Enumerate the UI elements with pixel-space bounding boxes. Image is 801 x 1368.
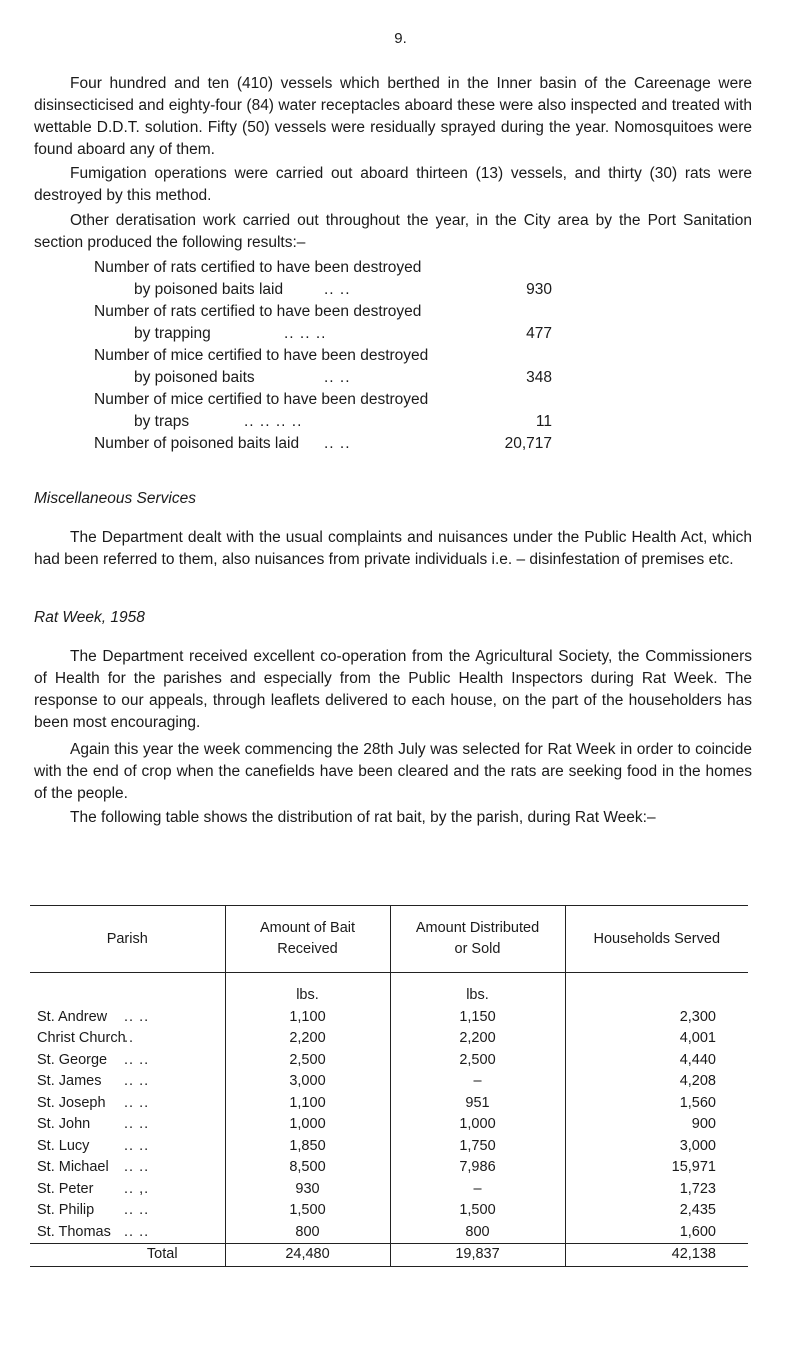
parish-cell <box>30 1200 225 1222</box>
distributed-cell: 1,750 <box>390 1136 565 1158</box>
distributed-cell: – <box>390 1179 565 1201</box>
result-line1: Number of mice certified to have been destroyed <box>94 391 429 408</box>
leader-dots: .. .. <box>124 1202 150 1218</box>
parish-name: St. Joseph <box>37 1094 106 1111</box>
parish-name: St. John <box>37 1116 91 1132</box>
result-item <box>94 433 594 455</box>
result-value: 20,717 <box>504 435 552 452</box>
leader-dots: .. .. <box>124 1094 150 1111</box>
parish-cell <box>30 1222 225 1244</box>
received-cell: 2,500 <box>225 1050 390 1072</box>
units-received: lbs. <box>225 973 390 1007</box>
parish-name: St. George <box>37 1051 108 1068</box>
households-cell: 4,440 <box>565 1050 748 1072</box>
leader-dots: .. .. .. .. <box>244 413 303 430</box>
distributed-cell: 951 <box>390 1093 565 1115</box>
page-number: 9. <box>394 30 407 47</box>
result-item <box>94 301 594 345</box>
leader-dots: .. .. <box>124 1137 150 1154</box>
leader-dots: .. .. <box>324 369 351 386</box>
received-cell: 1,100 <box>225 1093 390 1115</box>
parish-cell <box>30 1179 225 1201</box>
parish-cell <box>30 1050 225 1072</box>
heading-rat-week: Rat Week, 1958 <box>34 609 145 626</box>
received-cell: 2,200 <box>225 1028 390 1050</box>
total-row <box>30 1244 748 1267</box>
parish-cell <box>30 1157 225 1179</box>
leader-dots: .. <box>124 1030 135 1046</box>
result-line1: Number of rats certified to have been destroyed <box>94 303 422 320</box>
total-received: 24,480 <box>225 1244 390 1267</box>
received-cell: 3,000 <box>225 1071 390 1093</box>
households-cell: 2,300 <box>565 1007 748 1029</box>
result-line1: Number of poisoned baits laid <box>94 435 300 452</box>
result-value: 348 <box>526 369 552 386</box>
households-cell: 2,435 <box>565 1200 748 1222</box>
paragraph-deratisation: Other deratisation work carried out throughout the year, in the City area by the Port Sanitation section produced the following results:– <box>34 212 752 251</box>
table-row <box>30 1093 748 1115</box>
rat-bait-table <box>30 905 748 1267</box>
units-row <box>30 973 748 1007</box>
distributed-cell: 1,000 <box>390 1114 565 1136</box>
result-item <box>94 389 594 433</box>
paragraph-vessels: Four hundred and ten (410) vessels which berthed in the Inner basin of the Careenage were disinsecticised and eighty-four (84) water receptacles aboard these were also inspected and treated with wettable D.D.T. solution. Fifty (50) vessels were residually sprayed during the year. Nomosquitoes were found aboard any of them. <box>34 75 752 158</box>
table-row <box>30 1071 748 1093</box>
distributed-cell: 2,200 <box>390 1028 565 1050</box>
leader-dots: .. .. <box>124 1159 150 1175</box>
distributed-cell: 1,500 <box>390 1200 565 1222</box>
result-line2: by trapping <box>134 325 211 342</box>
leader-dots: .. .. <box>324 435 351 452</box>
received-cell: 1,850 <box>225 1136 390 1158</box>
table-row <box>30 1200 748 1222</box>
leader-dots: .. .. .. <box>284 325 327 342</box>
table-row <box>30 1136 748 1158</box>
received-cell: 8,500 <box>225 1157 390 1179</box>
header-parish: Parish <box>30 906 225 973</box>
parish-name: St. Philip <box>37 1202 95 1218</box>
received-cell: 1,000 <box>225 1114 390 1136</box>
total-distributed: 19,837 <box>390 1244 565 1267</box>
households-cell: 1,560 <box>565 1093 748 1115</box>
leader-dots: .. ,. <box>124 1180 150 1197</box>
received-cell: 1,500 <box>225 1200 390 1222</box>
received-cell: 930 <box>225 1179 390 1201</box>
households-cell: 900 <box>565 1114 748 1136</box>
parish-name: St. Peter <box>37 1180 94 1197</box>
distributed-cell: 800 <box>390 1222 565 1244</box>
leader-dots: .. .. <box>124 1223 150 1240</box>
header-households: Households Served <box>565 906 748 973</box>
parish-cell <box>30 1136 225 1158</box>
distributed-cell: 7,986 <box>390 1157 565 1179</box>
parish-cell <box>30 1114 225 1136</box>
result-item <box>94 257 594 301</box>
parish-name: Christ Church <box>37 1030 126 1046</box>
paragraph-table-intro: The following table shows the distribution of rat bait, by the parish, during Rat Week:– <box>70 809 656 826</box>
paragraph-fumigation: Fumigation operations were carried out aboard thirteen (13) vessels, and thirty (30) rats were destroyed by this method. <box>34 165 752 204</box>
distributed-cell: 1,150 <box>390 1007 565 1029</box>
leader-dots: .. .. <box>124 1073 150 1089</box>
distributed-cell: 2,500 <box>390 1050 565 1072</box>
parish-name: St. James <box>37 1073 102 1089</box>
paragraph-again: Again this year the week commencing the 28th July was selected for Rat Week in order to coincide with the end of crop when the canefields have been cleared and the rats are seeking food in the homes of the people. <box>34 741 752 802</box>
total-households: 42,138 <box>565 1244 748 1267</box>
parish-name: St. Michael <box>37 1159 109 1175</box>
distributed-cell: – <box>390 1071 565 1093</box>
households-cell: 4,208 <box>565 1071 748 1093</box>
parish-cell <box>30 1093 225 1115</box>
table-row <box>30 1157 748 1179</box>
received-cell: 800 <box>225 1222 390 1244</box>
result-line1: Number of rats certified to have been destroyed <box>94 259 422 276</box>
result-value: 930 <box>526 281 552 298</box>
parish-cell <box>30 1028 225 1050</box>
table-row <box>30 1007 748 1029</box>
table-row <box>30 1114 748 1136</box>
result-value: 11 <box>535 413 552 430</box>
leader-dots: .. .. <box>124 1116 150 1132</box>
header-received: Amount of Bait Received <box>225 906 390 973</box>
table-header-row <box>30 906 748 973</box>
table-row <box>30 1179 748 1201</box>
parish-name: St. Thomas <box>37 1223 111 1240</box>
header-distributed: Amount Distributed or Sold <box>390 906 565 973</box>
paragraph-cooperation: The Department received excellent co-operation from the Agricultural Society, the Commissioners of Health for the parishes and especially from the Public Health Inspectors during Rat Week. The response to our appeals, through leaflets delivered to each house, on the part of the householders has been most encouraging. <box>34 648 752 731</box>
parish-name: St. Andrew <box>37 1008 108 1025</box>
table-row <box>30 1222 748 1244</box>
parish-cell <box>30 1071 225 1093</box>
households-cell: 4,001 <box>565 1028 748 1050</box>
leader-dots: .. .. <box>124 1008 150 1025</box>
table-row <box>30 1028 748 1050</box>
received-cell: 1,100 <box>225 1007 390 1029</box>
heading-miscellaneous-services: Miscellaneous Services <box>34 490 196 507</box>
parish-name: St. Lucy <box>37 1137 90 1154</box>
result-value: 477 <box>526 325 552 342</box>
table-row <box>30 1050 748 1072</box>
result-line2: by poisoned baits laid <box>134 281 284 298</box>
total-label: Total <box>30 1244 225 1267</box>
households-cell: 1,723 <box>565 1179 748 1201</box>
households-cell: 3,000 <box>565 1136 748 1158</box>
result-line2: by poisoned baits <box>134 369 255 386</box>
leader-dots: .. .. <box>324 281 351 298</box>
parish-cell <box>30 1007 225 1029</box>
result-item <box>94 345 594 389</box>
deratisation-results <box>94 257 594 455</box>
units-distributed: lbs. <box>390 973 565 1007</box>
paragraph-complaints: The Department dealt with the usual complaints and nuisances under the Public Health Act, which had been referred to them, also nuisances from private individuals i.e. – disinfestation of premises etc. <box>34 529 752 568</box>
leader-dots: .. .. <box>124 1051 150 1068</box>
households-cell: 1,600 <box>565 1222 748 1244</box>
result-line2: by traps <box>134 413 190 430</box>
result-line1: Number of mice certified to have been destroyed <box>94 347 429 364</box>
households-cell: 15,971 <box>565 1157 748 1179</box>
